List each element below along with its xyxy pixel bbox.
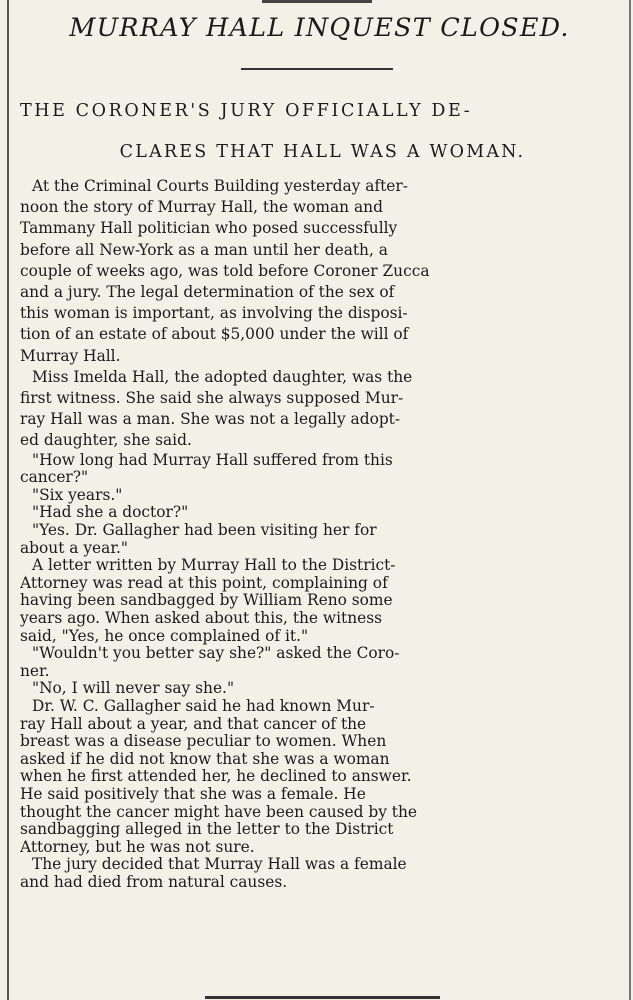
bottom-divider [205,996,440,999]
article-body-part-b [20,452,624,892]
body-line: ray Hall was a man. She was not a legally adopt- [20,410,401,429]
subhead-line-2: CLARES THAT HALL WAS A WOMAN. [119,142,526,162]
body-line: The jury decided that Murray Hall was a female [32,856,407,874]
body-line: having been sandbagged by William Reno some [20,592,393,610]
column-rule-right [629,0,631,1000]
body-line: this woman is important, as involving the disposi- [20,304,408,323]
body-line: ray Hall about a year, and that cancer of the [20,715,367,733]
body-line: "How long had Murray Hall suffered from this [32,451,393,469]
body-line: Dr. W. C. Gallagher said he had known Mur- [32,697,375,715]
body-line: noon the story of Murray Hall, the woman and [20,198,383,217]
body-line: when he first attended her, he declined to answer. [20,768,412,786]
body-line: breast was a disease peculiar to women. When [20,733,387,751]
body-line: cancer?" [20,469,89,487]
headline-divider [241,68,393,70]
body-line: first witness. She said she always supposed Mur- [20,389,404,408]
body-line: A letter written by Murray Hall to the District- [32,557,396,575]
body-line: about a year." [20,539,128,557]
body-line: At the Criminal Courts Building yesterday after- [32,177,408,195]
column-rule-left [7,0,9,1000]
body-line: said, "Yes, he once complained of it." [20,627,309,645]
body-line: and had died from natural causes. [20,873,288,891]
body-line: Tammany Hall politician who posed successfully [20,219,398,238]
body-line: and a jury. The legal determination of the sex of [20,283,395,302]
top-divider [262,0,372,3]
body-line: ed daughter, she said. [20,431,192,450]
body-line: before all New-York as a man until her death, a [20,240,388,259]
body-line: "No, I will never say she." [32,680,235,698]
article-body-part-a [20,176,624,452]
body-line: "Yes. Dr. Gallagher had been visiting her for [32,522,377,540]
body-line: ner. [20,662,50,680]
body-line: "Wouldn't you better say she?" asked the Coro- [32,645,400,663]
body-line: thought the cancer might have been caused by the [20,803,418,821]
body-line: Miss Imelda Hall, the adopted daughter, was the [32,367,413,386]
body-line: "Had she a doctor?" [32,504,189,522]
body-line: He said positively that she was a female. He [20,785,366,803]
body-line: Attorney was read at this point, complaining of [20,574,388,592]
body-line: Murray Hall. [20,346,121,365]
body-line: sandbagging alleged in the letter to the District [20,821,394,839]
body-line: couple of weeks ago, was told before Coroner Zucca [20,261,430,280]
headline: MURRAY HALL INQUEST CLOSED. [69,13,570,43]
body-line: years ago. When asked about this, the witness [20,609,383,627]
body-line: Attorney, but he was not sure. [20,838,255,856]
article-body [20,176,624,891]
body-line: asked if he did not know that she was a woman [20,750,390,768]
body-line: "Six years." [32,486,123,504]
subhead-line-1: THE CORONER'S JURY OFFICIALLY DE- [20,101,473,121]
body-line: tion of an estate of about $5,000 under the will of [20,325,409,344]
